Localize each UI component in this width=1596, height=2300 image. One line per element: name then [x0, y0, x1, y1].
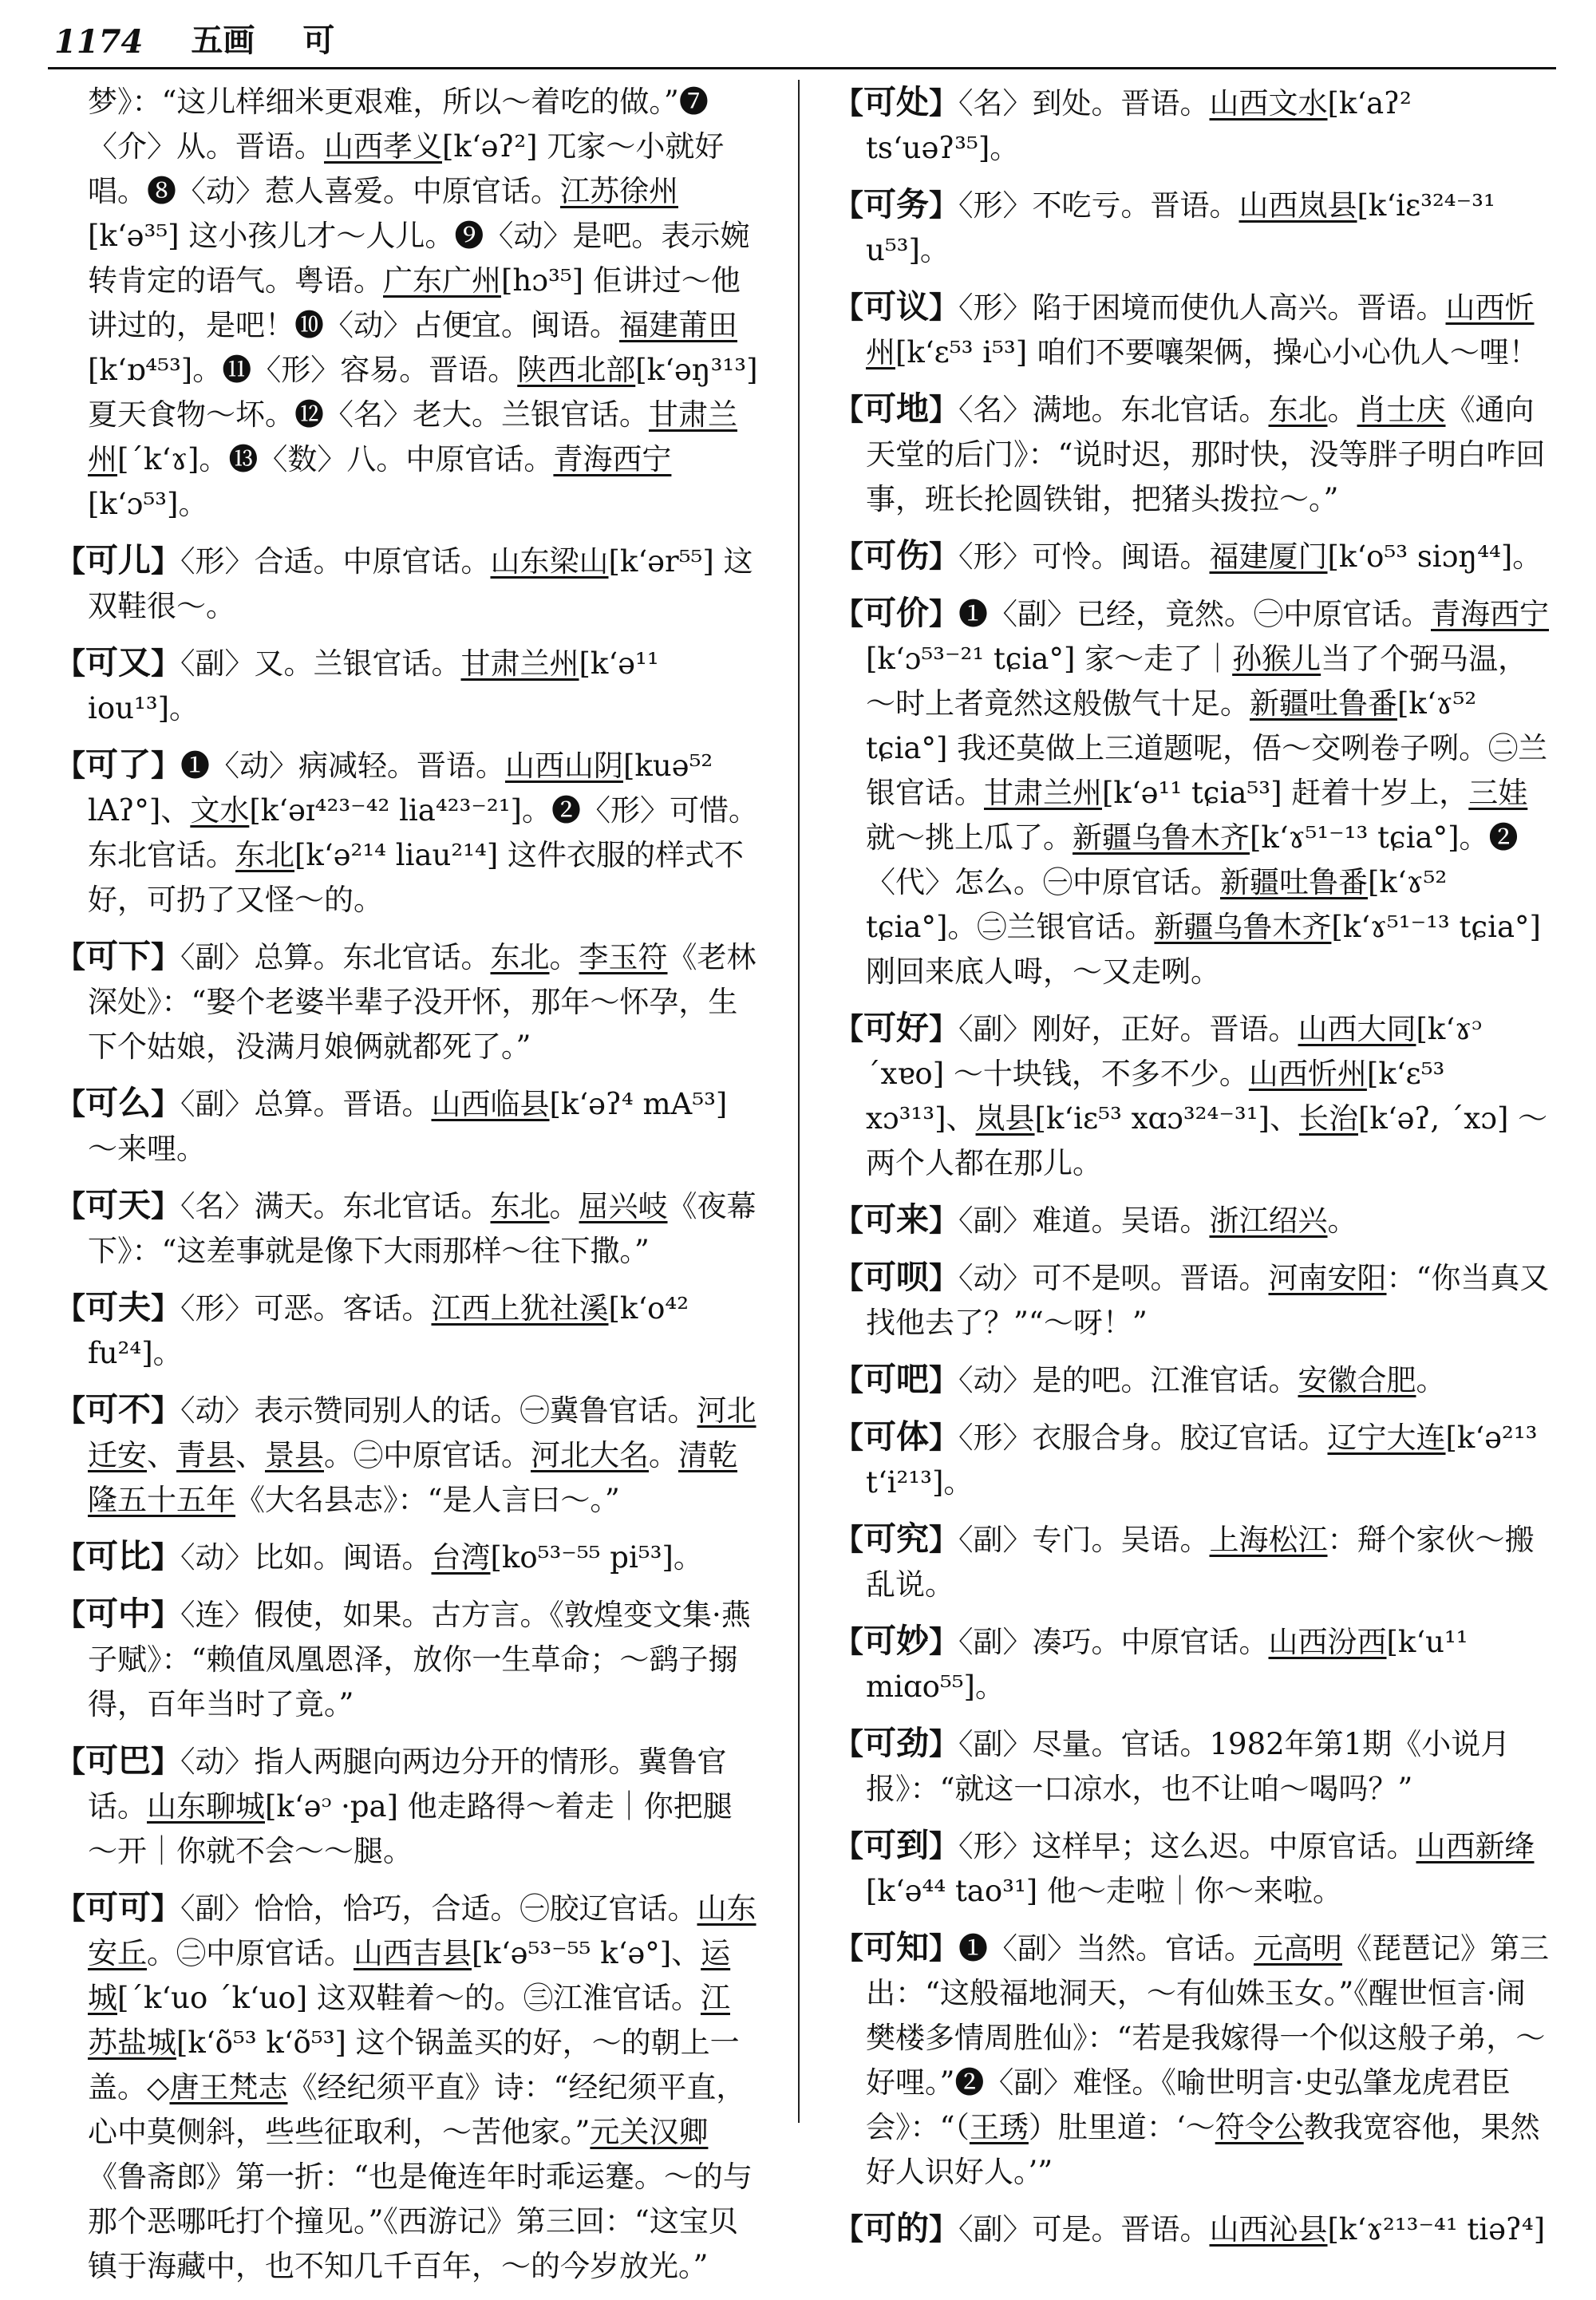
dictionary-entry [834, 533, 1552, 579]
headword-bracket-close: 】 [151, 939, 180, 974]
headword-bracket-close: 】 [929, 1726, 958, 1761]
place-or-author-name: 安徽合肥 [1298, 1363, 1416, 1397]
definition-text: 〈副〉又。兰银官话。 [180, 646, 461, 681]
headword-bracket-open: 【 [56, 1597, 85, 1632]
place-or-author-name: 清乾隆五十五年 [88, 1438, 737, 1517]
dictionary-entry [834, 284, 1552, 375]
headword-bracket-close: 】 [929, 1362, 958, 1397]
definition-text: ）肚里道：‘～ [1028, 2110, 1215, 2144]
headword-bracket-open: 【 [834, 1828, 863, 1863]
dictionary-entry [834, 386, 1552, 522]
headword-bracket-close: 】 [151, 1597, 180, 1632]
definition-text: 〈副〉恰恰，恰巧，合适。㊀胶辽官话。 [180, 1891, 697, 1926]
place-or-author-name: 上海松江 [1209, 1523, 1328, 1557]
place-or-author-name: 山西文水 [1209, 86, 1328, 121]
headword-bracket-open: 【 [834, 1522, 863, 1557]
headword: 可比 [85, 1537, 151, 1575]
headword-bracket-open: 【 [56, 1290, 85, 1326]
place-or-author-name: 唐王梵志 [169, 2070, 288, 2104]
headword-bracket-close: 】 [929, 539, 958, 574]
dictionary-entry [56, 934, 758, 1069]
headword-bracket-close: 】 [929, 596, 958, 631]
place-or-author-name: 符令公 [1215, 2110, 1304, 2144]
definition-text: 〈连〉假使，如果。古方言。《敦煌变文集·燕子赋》：“赖值凤凰恩泽，放你一生草命；～鹞子搦得，百年当时了竟。” [88, 1598, 751, 1721]
place-or-author-name: 陕西北部 [517, 353, 636, 387]
headword-bracket-open: 【 [834, 1420, 863, 1455]
headword-bracket-open: 【 [56, 1188, 85, 1223]
headword-bracket-close: 】 [151, 1539, 180, 1575]
place-or-author-name: 孙猴儿 [1232, 642, 1321, 676]
headword: 可中 [85, 1595, 151, 1633]
headword-bracket-open: 【 [56, 1891, 85, 1926]
definition-text: 〈名〉满地。东北官话。 [958, 393, 1269, 427]
place-or-author-name: 青海西宁 [553, 442, 672, 476]
definition-text: 《经纪须平直》诗：“经纪须平直，心中莫侧斜，些些征取利，～苦他家。” [88, 2070, 746, 2149]
definition-text: 〈形〉合适。中原官话。 [180, 544, 491, 579]
definition-text: 教我宽容他，果然好人识好人。’” [866, 2110, 1540, 2189]
place-or-author-name: 河北大名 [531, 1438, 649, 1472]
headword-bracket-open: 【 [56, 748, 85, 783]
definition-text: [k‘ɒ⁴⁵³]。⓫〈形〉容易。晋语。 [88, 353, 518, 387]
headword-bracket-close: 】 [929, 1930, 958, 1966]
place-or-author-name: 新疆乌鲁木齐 [1073, 820, 1250, 855]
place-or-author-name: 江苏盐城 [88, 1981, 730, 2060]
definition-text: 《夜幕下》：“这差事就是像下大雨那样～往下撒。” [88, 1189, 757, 1268]
definition-text: 〈形〉可恶。客话。 [180, 1291, 432, 1326]
place-or-author-name: 青海西宁 [1431, 597, 1549, 631]
place-or-author-name: 山东安丘 [88, 1891, 757, 1970]
definition-text: 〈形〉衣服合身。胶辽官话。 [958, 1421, 1328, 1455]
headword: 可的 [863, 2209, 929, 2247]
place-or-author-name: 山西吉县 [354, 1936, 472, 1970]
right-column [834, 80, 1552, 2263]
headword-bracket-open: 【 [834, 1011, 863, 1046]
definition-text: [k‘ɤ⁵¹⁻¹³ tɕia°]。❷〈代〉怎么。㊀中原官话。 [866, 820, 1519, 899]
place-or-author-name: 元关汉卿 [590, 2115, 709, 2149]
dictionary-entry [834, 182, 1552, 273]
place-or-author-name: 山西大同 [1298, 1012, 1416, 1046]
headword: 可来 [863, 1200, 929, 1239]
definition-text: [k‘ɔ⁵³]。 [88, 487, 208, 521]
definition-text: [k‘əʔ⁴ mA⁵³] ～来哩。 [88, 1087, 728, 1166]
dictionary-entry [834, 1197, 1552, 1243]
definition-text: 〈副〉刚好，正好。晋语。 [958, 1012, 1298, 1046]
place-or-author-name: 东北 [1268, 393, 1328, 427]
headword-bracket-close: 】 [929, 1203, 958, 1238]
definition-text: [k‘əᵓ ·pa] 他走路得～着走｜你把腿～开｜你就不会～～腿。 [88, 1789, 733, 1868]
place-or-author-name: 福建厦门 [1209, 539, 1328, 574]
place-or-author-name: 江西上犹社溪 [431, 1291, 609, 1326]
headword-bracket-close: 】 [151, 748, 180, 783]
definition-text: 〈动〉指人两腿向两边分开的情形。冀鲁官话。 [88, 1745, 727, 1824]
headword: 可不 [85, 1390, 151, 1429]
dictionary-entry [56, 640, 758, 731]
definition-text: [k‘ə²¹⁴ liau²¹⁴] 这件衣服的样式不好，可扔了又怪～的。 [88, 838, 745, 917]
definition-text: [k‘əŋ³¹³] 夏天食物～坏。⓬〈名〉老大。兰银官话。 [88, 353, 758, 432]
column-divider [798, 80, 800, 2123]
headword: 可议 [863, 287, 929, 326]
headword-bracket-close: 】 [929, 1260, 958, 1295]
place-or-author-name: 新疆吐鲁番 [1250, 686, 1397, 721]
definition-text: 。 [649, 1438, 678, 1472]
place-or-author-name: 福建莆田 [619, 308, 737, 342]
definition-text: 就～挑上瓜了。 [866, 820, 1073, 855]
place-or-author-name: 新疆乌鲁木齐 [1154, 910, 1332, 944]
place-or-author-name: 山西孝义 [324, 129, 442, 164]
definition-text: 〈形〉陷于困境而使仇人高兴。晋语。 [958, 290, 1446, 325]
headword-bracket-close: 】 [929, 1828, 958, 1863]
headword-bracket-close: 】 [929, 1624, 958, 1659]
definition-text: [k‘ɤᵓ ˊxɐo] ～十块钱，不多不少。 [866, 1012, 1482, 1091]
headword-bracket-open: 【 [56, 1086, 85, 1121]
headword-bracket-close: 】 [151, 1393, 180, 1428]
definition-text: [k‘ɤ⁵² tɕia°]。㊁兰银官话。 [866, 865, 1448, 944]
headword-bracket-open: 【 [834, 2211, 863, 2247]
definition-text: 〈形〉这样早；这么迟。中原官话。 [958, 1829, 1416, 1863]
headword: 可儿 [85, 541, 151, 579]
dictionary-entry [834, 1255, 1552, 1346]
dictionary-entry [834, 1721, 1552, 1812]
definition-text: 〈副〉总算。东北官话。 [180, 940, 491, 974]
definition-text: [k‘ɤ⁵¹⁻¹³ tɕia°] 刚回来底人呣，～又走咧。 [866, 910, 1541, 989]
dictionary-entry [834, 1357, 1552, 1403]
dictionary-entry [834, 1516, 1552, 1607]
page-header [54, 11, 1555, 61]
headword-bracket-close: 】 [929, 1522, 958, 1557]
dictionary-entry [56, 1081, 758, 1172]
definition-text: [k‘ə¹¹ iou¹³]。 [88, 646, 659, 725]
definition-text: [ˊk‘uo ˊk‘uo] 这双鞋着～的。㊂江淮官话。 [117, 1981, 701, 2015]
definition-text: 。㊁中原官话。 [147, 1936, 354, 1970]
headword: 可好 [863, 1009, 929, 1047]
definition-text: [k‘ɤ⁵² tɕia°] 我还莫做上三道题呢，俉～交咧卷子咧。㊁兰银官话。 [866, 686, 1548, 810]
headword-bracket-open: 【 [834, 188, 863, 223]
place-or-author-name: 东北 [490, 1189, 550, 1223]
definition-text: [k‘ɔ⁵³⁻²¹ tɕia°] 家～走了｜ [866, 642, 1233, 676]
definition-text: [k‘aʔ² ts‘uəʔ³⁵]。 [866, 86, 1412, 165]
place-or-author-name: 山西沁县 [1209, 2212, 1328, 2247]
headword-bracket-close: 】 [929, 1420, 958, 1455]
headword-bracket-close: 】 [151, 1188, 180, 1223]
headword: 可巴 [85, 1741, 151, 1780]
headword-bracket-open: 【 [56, 646, 85, 681]
headword-bracket-close: 】 [151, 646, 180, 681]
dictionary-entry [56, 1738, 758, 1874]
dictionary-entry [56, 1285, 758, 1376]
definition-text: [ko⁵³⁻⁵⁵ pi⁵³]。 [490, 1540, 703, 1575]
place-or-author-name: 山西忻州 [1248, 1057, 1367, 1091]
place-or-author-name: 甘肃兰州 [460, 646, 579, 681]
definition-text: 〈副〉总算。晋语。 [180, 1087, 432, 1121]
dictionary-entry [834, 591, 1552, 994]
headword: 可吧 [863, 1360, 929, 1398]
definition-text: 〈动〉比如。闽语。 [180, 1540, 432, 1575]
definition-text: ❶〈副〉当然。官话。 [958, 1931, 1254, 1966]
place-or-author-name: 甘肃兰州 [984, 776, 1102, 810]
dictionary-entry [834, 1925, 1552, 2195]
place-or-author-name: 山西岚县 [1238, 188, 1357, 223]
headword: 可可 [85, 1888, 151, 1927]
left-column [56, 80, 758, 2300]
headword: 可地 [863, 389, 929, 428]
definition-text: 《老林深处》：“娶个老婆半辈子没开怀，那年～怀孕，生下个姑娘，没满月娘俩就都死了。” [88, 940, 757, 1064]
definition-text: 《琵琶记》第三出：“这般福地洞天，～有仙姝玉女。”《醒世恒言·闹樊楼多情周胜仙》：“若是我嫁得一个似这般子弟，～好哩。”❷〈副〉难怪。《喻世明言·史弘肇龙虎君臣会》：“（ [866, 1931, 1549, 2144]
headword: 可伤 [863, 536, 929, 575]
definition-text: 〈副〉尽量。官话。1982年第1期《小说月报》：“就这一口凉水，也不让咱～喝吗？” [866, 1727, 1511, 1806]
place-or-author-name: 山西忻州 [866, 290, 1535, 370]
headword-bracket-open: 【 [834, 539, 863, 574]
headword-bracket-close: 】 [151, 1290, 180, 1326]
definition-text: 〈副〉凑巧。中原官话。 [958, 1625, 1269, 1659]
headword: 可妙 [863, 1622, 929, 1660]
headword: 可么 [85, 1084, 151, 1122]
definition-text: [k‘o⁴² fu²⁴]。 [88, 1291, 689, 1370]
definition-text: 。 [549, 1189, 579, 1223]
definition-text: [k‘ə⁴⁴ tao³¹] 他～走啦｜你～来啦。 [866, 1874, 1343, 1908]
definition-text: [kuə⁵² lAʔ°]、 [88, 749, 713, 828]
headword-bracket-open: 【 [834, 392, 863, 427]
headword-bracket-open: 【 [834, 1624, 863, 1659]
dictionary-entry [834, 2206, 1552, 2252]
headword-bracket-close: 】 [929, 85, 958, 121]
dictionary-entry [56, 1387, 758, 1523]
definition-text: [k‘iɛ³²⁴⁻³¹ u⁵³]。 [866, 188, 1495, 267]
place-or-author-name: 青县 [176, 1438, 235, 1472]
headword: 可夫 [85, 1288, 151, 1326]
place-or-author-name: 三娃 [1468, 776, 1528, 810]
headword-bracket-close: 】 [929, 392, 958, 427]
definition-text: 。 [549, 940, 579, 974]
header-char: 可 [302, 22, 335, 59]
dictionary-entry [56, 1591, 758, 1727]
definition-text: [k‘ɤ²¹³⁻⁴¹ tiəʔ⁴] [1327, 2212, 1546, 2247]
place-or-author-name: 长治 [1298, 1101, 1358, 1136]
definition-text: 《鲁斋郎》第一折：“也是俺连年时乖运蹇。～的与那个恶哪吒打个撞见。”《西游记》第三回：“这宝贝镇于海藏中，也不知几千百年，～的今岁放光。” [88, 2160, 753, 2283]
definition-text: [k‘ə²¹³ t‘i²¹³]。 [866, 1421, 1538, 1500]
place-or-author-name: 山东聊城 [147, 1789, 265, 1824]
headword-bracket-close: 】 [929, 1011, 958, 1046]
place-or-author-name: 山西山阴 [505, 749, 623, 783]
headword-bracket-close: 】 [151, 1744, 180, 1779]
headword-bracket-open: 【 [56, 939, 85, 974]
place-or-author-name: 辽宁大连 [1327, 1421, 1446, 1455]
headword-bracket-close: 】 [929, 2211, 958, 2247]
definition-text: 《通向天堂的后门》：“说时迟，那时快，没等胖子明白咋回事，班长抡圆铁钳，把猪头拨拉～。” [866, 393, 1546, 516]
place-or-author-name: 河北迁安 [88, 1393, 757, 1472]
headword-bracket-open: 【 [56, 543, 85, 579]
headword: 可又 [85, 643, 151, 682]
headword: 可知 [863, 1928, 929, 1966]
headword-bracket-open: 【 [834, 1203, 863, 1238]
definition-text: [k‘o⁵³ siɔŋ⁴⁴]。 [1327, 539, 1543, 574]
definition-text: 、 [147, 1438, 176, 1472]
definition-text: 〈形〉可怜。闽语。 [958, 539, 1210, 574]
definition-text: 〈动〉表示赞同别人的话。㊀冀鲁官话。 [180, 1393, 697, 1428]
place-or-author-name: 广东广州 [383, 263, 501, 298]
dictionary-entry [56, 1534, 758, 1580]
definition-text: [k‘ɛ⁵³ i⁵³] 咱们不要嚷架俩，操心小心仇人～哩！ [895, 335, 1539, 370]
definition-text: 。㊁中原官话。 [324, 1438, 531, 1472]
headword: 可到 [863, 1826, 929, 1864]
headword: 可价 [863, 594, 929, 632]
definition-text: 〈形〉不吃亏。晋语。 [958, 188, 1239, 223]
headword-bracket-close: 】 [151, 1086, 180, 1121]
headword-bracket-open: 【 [834, 85, 863, 121]
headword-bracket-open: 【 [834, 1260, 863, 1295]
definition-text: 。 [1416, 1363, 1446, 1397]
headword: 可下 [85, 937, 151, 975]
definition-text: [hɔ³⁵] 佢讲过～他讲过的，是吧！❿〈动〉占便宜。闽语。 [88, 263, 741, 342]
definition-text: [k‘u¹¹ miɑo⁵⁵]。 [866, 1625, 1468, 1704]
headword: 可处 [863, 83, 929, 121]
headword-bracket-close: 】 [151, 1891, 180, 1926]
definition-text: 〈副〉难道。吴语。 [958, 1203, 1210, 1238]
place-or-author-name: 元高明 [1254, 1931, 1342, 1966]
definition-text: 。 [1327, 1203, 1357, 1238]
definition-text: [k‘õ⁵³ k‘õ⁵³] 这个锅盖买的好，～的朝上一盖。◇ [88, 2025, 740, 2104]
headword: 可务 [863, 185, 929, 223]
headword-bracket-close: 】 [929, 290, 958, 325]
definition-text: [k‘əɪ⁴²³⁻⁴² lia⁴²³⁻²¹]。❷〈形〉可惜。东北官话。 [88, 793, 758, 872]
dictionary-entry [56, 1885, 758, 2289]
place-or-author-name: 王琇 [969, 2110, 1029, 2144]
headword: 可了 [85, 745, 151, 784]
definition-text: [k‘əʔ, ˊxɔ] ～两个人都在那儿。 [866, 1101, 1548, 1180]
definition-text: ❶〈副〉已经，竟然。㊀中原官话。 [958, 597, 1431, 631]
place-or-author-name: 肖士庆 [1357, 393, 1446, 427]
definition-text: 当了个弼马温，～时上者竟然这般傲气十足。 [866, 642, 1528, 721]
headword: 可体 [863, 1417, 929, 1456]
headword-bracket-open: 【 [834, 1726, 863, 1761]
place-or-author-name: 山西新绛 [1416, 1829, 1535, 1863]
page-number: 1174 [54, 23, 144, 61]
place-or-author-name: 景县 [265, 1438, 324, 1472]
definition-text: [k‘ɛ⁵³ xɔ³¹³]、 [866, 1057, 1445, 1136]
headword: 可究 [863, 1520, 929, 1558]
place-or-author-name: 山西汾西 [1268, 1625, 1387, 1659]
place-or-author-name: 甘肃兰州 [88, 397, 737, 476]
place-or-author-name: 东北 [490, 940, 550, 974]
section-label: 五画 [191, 22, 255, 59]
dictionary-entry [834, 80, 1552, 171]
definition-text: [k‘ə⁵³⁻⁵⁵ k‘ə°]、 [472, 1936, 701, 1970]
place-or-author-name: 山西临县 [431, 1087, 550, 1121]
headword: 可劲 [863, 1724, 929, 1762]
headword-bracket-open: 【 [834, 290, 863, 325]
place-or-author-name: 屈兴岐 [579, 1189, 668, 1223]
headword: 可天 [85, 1186, 151, 1224]
headword-bracket-open: 【 [56, 1539, 85, 1575]
definition-text: [k‘ər⁵⁵] 这双鞋很～。 [88, 544, 753, 623]
headword-bracket-open: 【 [56, 1744, 85, 1779]
dictionary-entry [834, 1823, 1552, 1914]
dictionary-entry [834, 1414, 1552, 1505]
headword-bracket-open: 【 [56, 1393, 85, 1428]
place-or-author-name: 新疆吐鲁番 [1220, 865, 1368, 899]
place-or-author-name: 东北 [235, 838, 294, 872]
header-rule [48, 67, 1556, 69]
definition-text: 。 [1327, 393, 1357, 427]
definition-text: ：“你当真又找他去了？”“～呀！” [866, 1261, 1550, 1340]
headword-bracket-close: 】 [151, 543, 180, 579]
headword-bracket-open: 【 [834, 1930, 863, 1966]
definition-text: 〈名〉满天。东北官话。 [180, 1189, 491, 1223]
definition-text: 〈副〉可是。晋语。 [958, 2212, 1210, 2247]
dictionary-entry [56, 1183, 758, 1274]
headword-bracket-open: 【 [834, 596, 863, 631]
place-or-author-name: 李玉符 [579, 940, 668, 974]
definition-text: [k‘ə³⁵] 这小孩儿才～人儿。❾〈动〉是吧。表示婉转肯定的语气。粤语。 [88, 219, 750, 298]
place-or-author-name: 岚县 [975, 1101, 1035, 1136]
definition-text: [k‘iɛ⁵³ xɑɔ³²⁴⁻³¹]、 [1034, 1101, 1299, 1136]
dictionary-entry [56, 742, 758, 923]
place-or-author-name: 山东梁山 [490, 544, 609, 579]
definition-text: 梦》：“这儿样细米更艰难，所以～着吃的做。”❼〈介〉从。晋语。 [88, 85, 709, 164]
definition-text: 〈副〉专门。吴语。 [958, 1523, 1210, 1557]
place-or-author-name: 浙江绍兴 [1209, 1203, 1328, 1238]
definition-text: [k‘ə¹¹ tɕia⁵³] 赶着十岁上， [1102, 776, 1469, 810]
place-or-author-name: 河南安阳 [1268, 1261, 1387, 1295]
dictionary-entry [834, 1006, 1552, 1186]
definition-text: 《大名县志》：“是人言曰～。” [235, 1483, 620, 1517]
place-or-author-name: 台湾 [431, 1540, 491, 1575]
definition-text: ❶〈动〉病减轻。晋语。 [180, 749, 505, 783]
definition-text: [k‘əʔ²] 兀家～小就好唱。❽〈动〉惹人喜爱。中原官话。 [88, 129, 725, 208]
definition-text: 、 [235, 1438, 265, 1472]
definition-text: 〈动〉可不是呗。晋语。 [958, 1261, 1269, 1295]
definition-text: ：搿个家伙～搬乱说。 [866, 1523, 1535, 1602]
headword-bracket-open: 【 [834, 1362, 863, 1397]
place-or-author-name: 运城 [88, 1936, 731, 2015]
headword: 可呗 [863, 1258, 929, 1296]
dictionary-entry [834, 1618, 1552, 1709]
dictionary-entry [56, 538, 758, 629]
definition-text: [ˊk‘ɤ]。⓭〈数〉八。中原官话。 [117, 442, 554, 476]
headword-bracket-close: 】 [929, 188, 958, 223]
place-or-author-name: 江苏徐州 [560, 174, 678, 208]
entry-continuation [56, 80, 758, 527]
definition-text: 〈名〉到处。晋语。 [958, 86, 1210, 121]
place-or-author-name: 文水 [190, 793, 250, 828]
definition-text: 〈动〉是的吧。江淮官话。 [958, 1363, 1298, 1397]
